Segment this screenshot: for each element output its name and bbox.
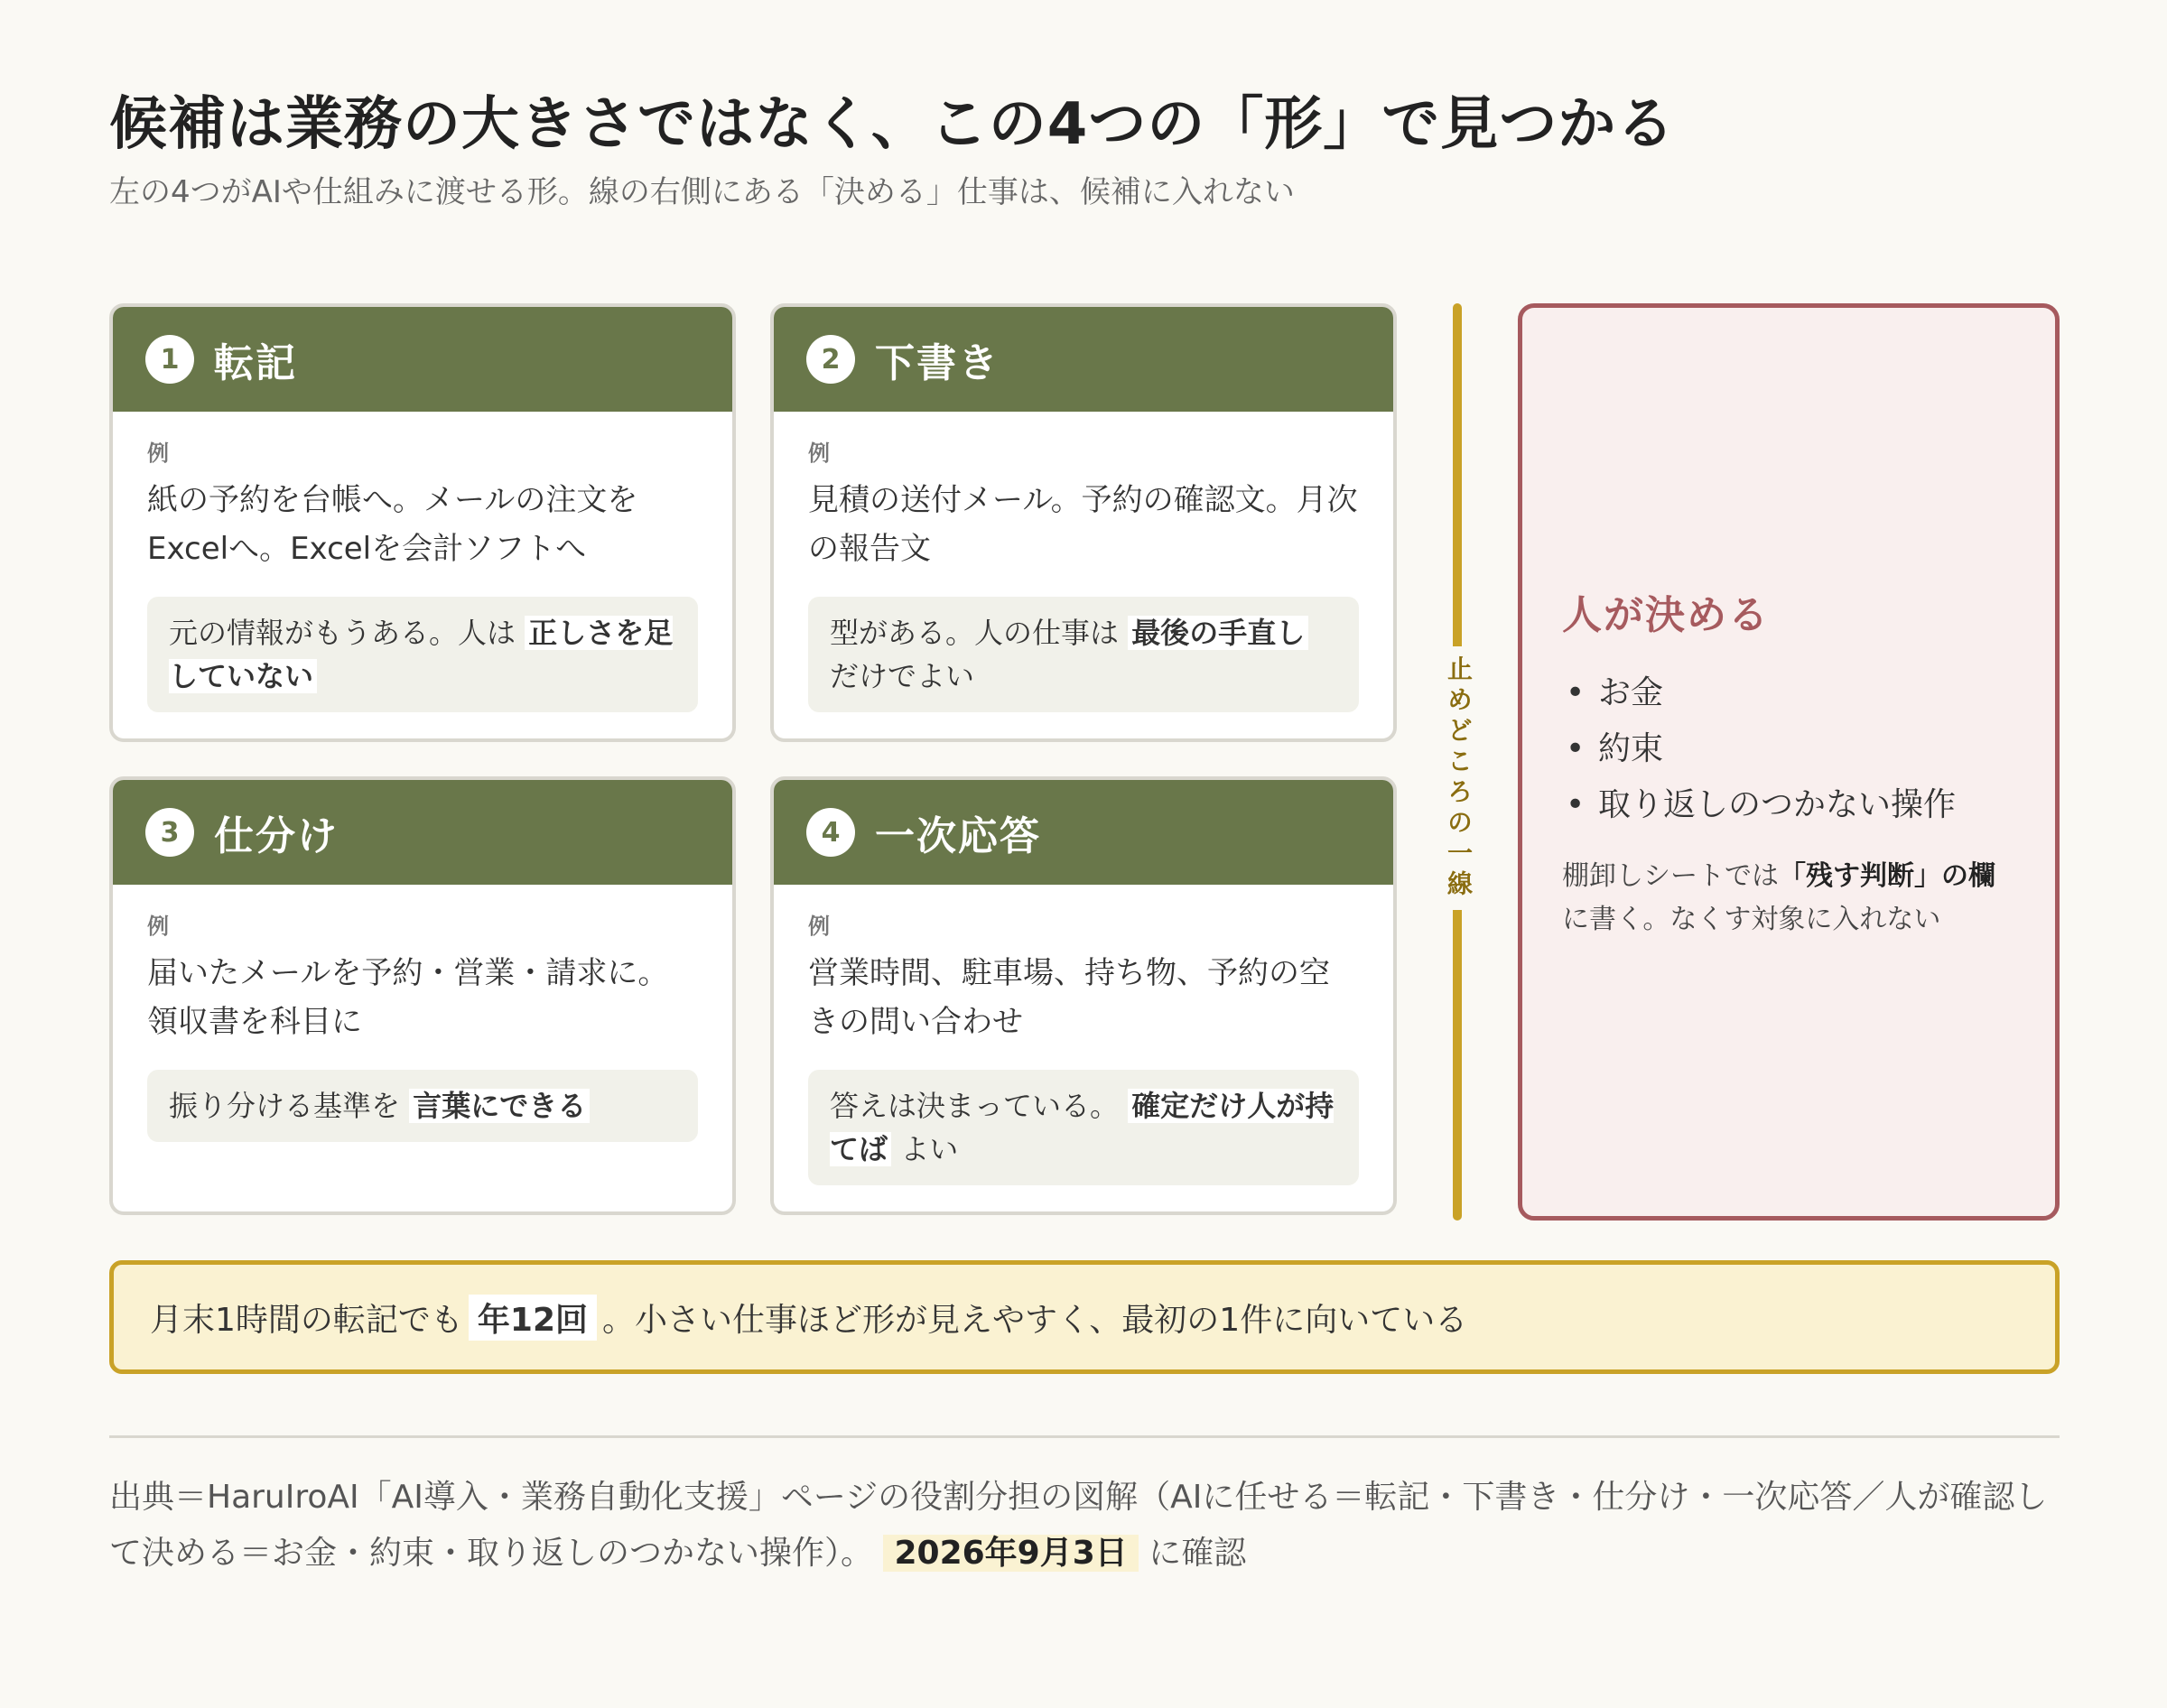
card-note <box>808 1070 1359 1185</box>
card-draft <box>770 303 1397 742</box>
example-label: 例 <box>147 441 169 466</box>
list-item: • お金 <box>1562 665 2015 721</box>
example-text: 営業時間、駐車場、持ち物、予約の空きの問い合わせ <box>808 955 1330 1040</box>
banner-text-after: 。小さい仕事ほど形が見えやすく、最初の1件に向いている <box>602 1301 1468 1339</box>
list-item: • 取り返しのつかない操作 <box>1562 777 2015 833</box>
source-text-after: に確認 <box>1149 1535 1247 1572</box>
note-emphasis: 確定だけ人が持てば <box>830 1089 1335 1166</box>
example-label: 例 <box>808 441 830 466</box>
example-text: 届いたメールを予約・営業・請求に。領収書を科目に <box>147 955 669 1040</box>
human-note-text: 棚卸しシートでは <box>1562 860 1779 892</box>
card-first-response <box>770 776 1397 1215</box>
card-header <box>774 307 1393 412</box>
number-badge: 1 <box>145 335 194 384</box>
number-badge: 3 <box>145 808 194 857</box>
human-note-emphasis: 「残す判断」の欄 <box>1779 860 1995 892</box>
card-transcription <box>109 303 736 742</box>
card-note <box>147 597 698 712</box>
list-item: • 約束 <box>1562 721 2015 777</box>
card-sorting <box>109 776 736 1215</box>
human-note-text-after: に書く。なくす対象に入れない <box>1562 904 1941 935</box>
note-text-after: だけでよい <box>830 659 975 693</box>
shapes-area <box>109 303 2060 1221</box>
card-body <box>774 412 1393 712</box>
note-text: 振り分ける基準を <box>169 1089 401 1123</box>
card-title: 下書き <box>875 340 1000 386</box>
example-label: 例 <box>147 914 169 939</box>
divider <box>109 1435 2060 1438</box>
note-text-after: よい <box>900 1132 959 1166</box>
note-emphasis: 正しさを足していない <box>169 616 674 693</box>
note-text: 答えは決まっている。 <box>830 1089 1120 1123</box>
card-header <box>113 780 732 885</box>
card-note <box>808 597 1359 712</box>
card-note <box>147 1070 698 1142</box>
summary-banner <box>109 1260 2060 1374</box>
human-title: 人が決める <box>1562 592 1770 638</box>
example-label: 例 <box>808 914 830 939</box>
human-decides-box <box>1518 303 2060 1221</box>
note-text: 型がある。人の仕事は <box>830 616 1120 650</box>
note-text: 元の情報がもうある。人は <box>169 616 516 650</box>
card-header <box>113 307 732 412</box>
card-body <box>113 412 732 712</box>
page-title: 候補は業務の大きさではなく、この4つの「形」で見つかる <box>109 91 1676 158</box>
source-text: 出典＝HaruIroAI「AI導入・業務自動化支援」ページの役割分担の図解（AIに任せる＝転記・下書き・仕分け・一次応答／人が確認して決める＝お金・約束・取り返しのつかない操作）。 <box>109 1479 2048 1572</box>
note-emphasis: 言葉にできる <box>409 1089 590 1123</box>
banner-emphasis: 年12回 <box>469 1295 597 1341</box>
banner-text: 月末1時間の転記でも <box>150 1301 463 1339</box>
page <box>109 90 2060 1572</box>
human-note <box>1562 855 2015 942</box>
example-text: 見積の送付メール。予約の確認文。月次の報告文 <box>808 482 1358 567</box>
note-emphasis: 最後の手直し <box>1128 616 1308 650</box>
card-body <box>774 885 1393 1185</box>
stop-line-label: 止めどころの一線 <box>1438 646 1478 910</box>
card-header <box>774 780 1393 885</box>
example-text: 紙の予約を台帳へ。メールの注文をExcelへ。Excelを会計ソフトへ <box>147 482 638 567</box>
card-title: 一次応答 <box>875 813 1041 859</box>
source-note <box>109 1470 2060 1582</box>
human-list <box>1562 665 2015 833</box>
source-date: 2026年9月3日 <box>883 1535 1138 1572</box>
card-title: 仕分け <box>214 813 339 859</box>
number-badge: 4 <box>806 808 855 857</box>
number-badge: 2 <box>806 335 855 384</box>
card-body <box>113 885 732 1142</box>
page-subtitle: 左の4つがAIや仕組みに渡せる形。線の右側にある「決める」仕事は、候補に入れない <box>109 173 1295 210</box>
card-title: 転記 <box>214 340 297 386</box>
